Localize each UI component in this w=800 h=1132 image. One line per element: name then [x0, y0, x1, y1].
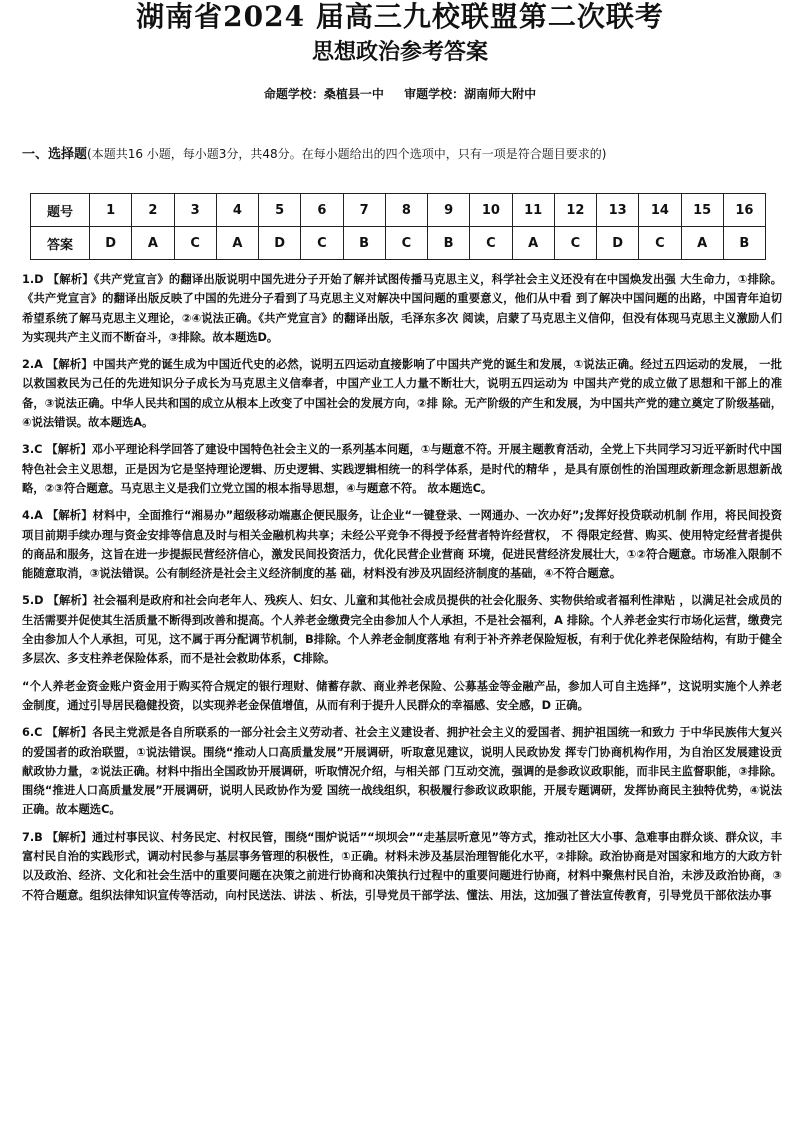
row-label-answer: 答案	[31, 227, 90, 260]
question-number: 5	[259, 194, 301, 227]
explanation-item	[22, 355, 782, 432]
section-title: 一、选择题	[22, 147, 88, 162]
explanation-label: 7.B 【解析】	[22, 830, 93, 844]
question-number-row	[31, 194, 766, 227]
question-number: 10	[470, 194, 512, 227]
explanation-label: 3.C 【解析】	[22, 443, 92, 457]
section-instructions: (本题共16 小题，每小题3分，共48分。在每小题给出的四个选项中，只有一项是符合题目要求的)	[87, 147, 607, 161]
question-number: 4	[216, 194, 258, 227]
explanation-item	[22, 591, 782, 668]
answer-cell: D	[259, 227, 301, 260]
explanation-item	[22, 440, 782, 498]
setter-school: 命题学校：桑植县一中	[263, 87, 384, 101]
explanations-list	[22, 270, 782, 913]
question-number: 6	[301, 194, 343, 227]
answer-cell: A	[512, 227, 554, 260]
explanation-text: 社会福利是政府和社会向老年人、残疾人、妇女、儿童和其他社会成员提供的社会化服务、实物供给或者福利性津贴 ，以满足社会成员的生活需要并促使其生活质量不断得到改善和提高。个人养老金缴费完全由参加人个人承担，不是社会福利，A 排除。个人养老金实行市场化运营，缴费完全由参加人个人承担，可见，这不属于再分配调节机制，B排除。个人养老金制度落地 有利于补齐养老保险短板，有利于优化养老保险结构，有助于健全多层次、多支柱养老保险体系，而不是社会救助体系，C排除。	[22, 594, 782, 666]
explanation-label: 5.D 【解析】	[22, 594, 94, 608]
authors-line	[0, 86, 800, 102]
page-subtitle: 思想政治参考答案	[311, 39, 488, 65]
answer-cell: C	[554, 227, 596, 260]
explanation-item	[22, 506, 782, 583]
question-number: 13	[597, 194, 639, 227]
explanation-text: 材料中，全面推行“湘易办”超级移动端惠企便民服务，让企业“一键登录、一网通办、一次办好”;发挥好投贷联动机制 作用，将民间投资项目前期手续办理与资金安排等信息及时与相关金融机构共享；未经公平竞争不得授予经营者特许经营权， 不 得限定经营、购买、使用特定经营者提供的商品和服务，这旨在进一步提振民营经济信心，激发民间投资活力，优化民营企业营商 环境，促进民营经济发展壮大，①②符合题意。市场准入限制不能随意取消，③说法错误。公有制经济是社会主义经济制度的基 础，材料没有涉及巩固经济制度的基础，④不符合题意。	[22, 509, 782, 581]
answer-cell: B	[723, 227, 765, 260]
answer-cell: A	[132, 227, 174, 260]
explanation-item	[22, 723, 782, 819]
explanation-label: 6.C 【解析】	[22, 726, 93, 740]
row-label-number: 题号	[31, 194, 90, 227]
question-number: 1	[90, 194, 132, 227]
page-title: 湖南省2024 届高三九校联盟第二次联考	[136, 0, 664, 33]
answer-cell: B	[428, 227, 470, 260]
explanation-label: 1.D 【解析】	[22, 273, 94, 286]
answer-cell: C	[639, 227, 681, 260]
question-number: 8	[385, 194, 427, 227]
explanation-item	[22, 270, 782, 347]
question-number: 14	[639, 194, 681, 227]
explanation-label: 4.A 【解析】	[22, 509, 93, 523]
answer-row	[31, 227, 766, 260]
question-number: 11	[512, 194, 554, 227]
answer-cell: C	[470, 227, 512, 260]
reviewer-school: 审题学校：湖南师大附中	[404, 87, 537, 101]
question-number: 15	[681, 194, 723, 227]
question-number: 12	[554, 194, 596, 227]
answer-cell: D	[90, 227, 132, 260]
question-number: 16	[723, 194, 765, 227]
question-number: 7	[343, 194, 385, 227]
explanation-text: 邓小平理论科学回答了建设中国特色社会主义的一系列基本问题，①与题意不符。开展主题教育活动，全党上下共同学习习近平新时代中国特色社会主义思想，正是因为它是坚持理论逻辑、历史逻辑、实践逻辑相统一的科学体系，是时代的精华 ，是具有原创性的治国理政新理念新思想新战略，②③符合题意。马克思主义是我们立党立国的根本指导思想，④与题意不符。 故本题选C。	[22, 443, 782, 495]
explanation-text: 中国共产党的诞生成为中国近代史的必然，说明五四运动直接影响了中国共产党的诞生和发展，①说法正确。经过五四运动的发展， 一批以救国救民为己任的先进知识分子成长为马克思主义信奉者，中国产业工人力量不断壮大，说明五四运动为 中国共产党的成立做了思想和干部上的准备，③说法正确。中华人民共和国的成立从根本上改变了中国社会的发展方向，②排 除。无产阶级的产生和发展，为中国共产党的建立奠定了阶级基础，④说法错误。故本题选A。	[22, 358, 782, 430]
answer-table	[30, 193, 766, 260]
answer-cell: C	[174, 227, 216, 260]
question-number: 2	[132, 194, 174, 227]
explanation-text: 通过村事民议、村务民定、村权民管，围绕“围炉说话”“坝坝会”“走基层听意见”等方式，推动社区大小事、急难事由群众谈、群众议，丰富村民自治的实践形式，调动村民参与基层事务管理的积极性，①正确。材料未涉及基层治理智能化水平，②排除。政治协商是对国家和地方的大政方针以及政治、经济、文化和社会生活中的重要问题在决策之前进行协商和决策执行过程中的重要问题进行协商，材料中聚焦村民自治，未涉及政治协商，③不符合题意。组织法律知识宣传等活动，向村民送法、讲法 、析法，引导党员干部学法、懂法、用法，这加强了普法宣传教育，引导党员干部依法办事	[22, 830, 782, 902]
answer-cell: B	[343, 227, 385, 260]
explanation-label: 2.A 【解析】	[22, 358, 93, 372]
answer-cell: D	[597, 227, 639, 260]
answer-cell: C	[385, 227, 427, 260]
explanation-text: 各民主党派是各自所联系的一部分社会主义劳动者、社会主义建设者、拥护社会主义的爱国者、拥护祖国统一和致力 于中华民族伟大复兴的爱国者的政治联盟，①说法错误。围绕“推动人口高质量发展”开展调研，听取意见建议，说明人民政协发 挥专门协商机构作用，为自治区发展建设贡献政协力量，②说法正确。材料中指出全国政协开展调研，听取情况介绍，与相关部 门互动交流，强调的是参政议政职能，而非民主监督职能，③排除。围绕“推进人口高质量发展”开展调研，说明人民政协作为爱 国统一战线组织，积极履行参政议政职能，开展专题调研，发挥协商民主独特优势，④说法正确。故本题选C。	[22, 726, 782, 817]
answer-cell: A	[216, 227, 258, 260]
explanation-continuation: “个人养老金资金账户资金用于购买符合规定的银行理财、储蓄存款、商业养老保险、公募基金等金融产品，参加人可自主选择”，这说明实施个人养老金制度，通过引导居民稳健投资，以实现养老金保值增值，从而有利于提升人民群众的幸福感、安全感，D 正确。	[22, 679, 782, 712]
explanation-text: 《共产党宣言》的翻译出版说明中国先进分子开始了解并试图传播马克思主义，科学社会主义还没有在中国焕发出强 大生命力，①排除。《共产党宣言》的翻译出版反映了中国的先进分子看到了马克思主义对解决中国问题的重要意义，他们从中看 到了解决中国问题的出路，中国青年迫切希望系统了解马克思主义理论，②④说法正确。《共产党宣言》的翻译出版，毛泽东多次 阅读，启蒙了马克思主义信仰，但没有体现马克思主义激励人们为实现共产主义而不断奋斗，③排除。故本题选D。	[22, 273, 782, 344]
explanation-item	[22, 828, 782, 905]
answer-cell: C	[301, 227, 343, 260]
question-number: 9	[428, 194, 470, 227]
answer-cell: A	[681, 227, 723, 260]
section-heading	[22, 145, 782, 164]
question-number: 3	[174, 194, 216, 227]
